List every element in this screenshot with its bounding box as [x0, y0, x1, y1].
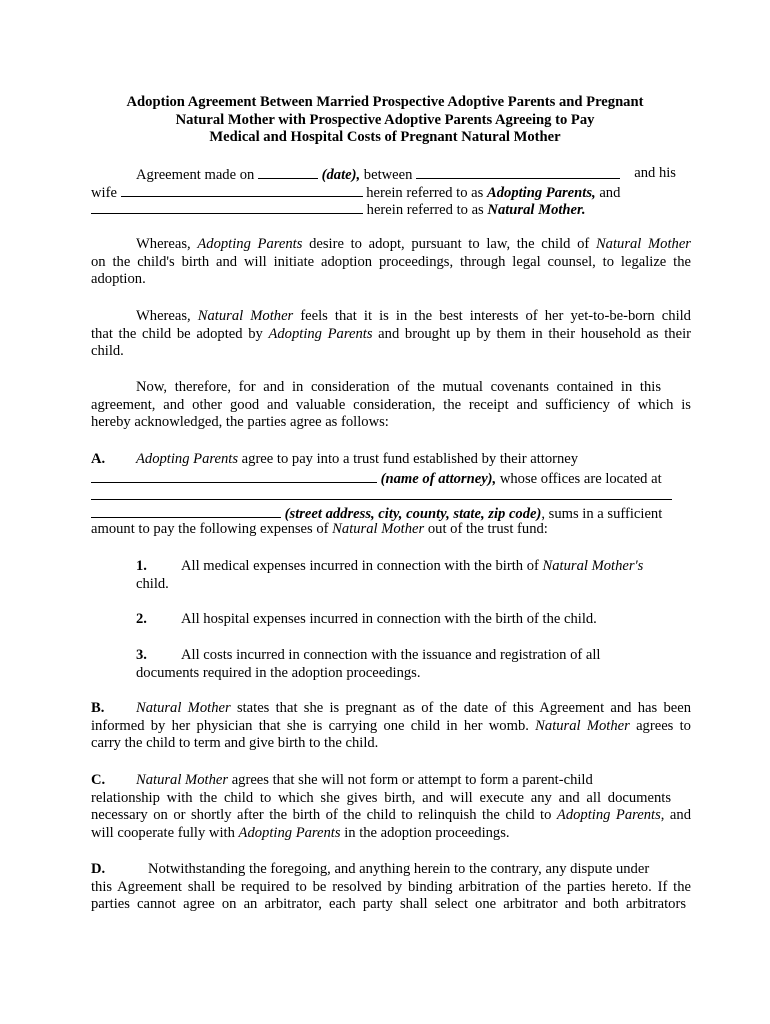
address-continued-blank[interactable]	[91, 504, 281, 518]
date-blank[interactable]	[258, 165, 318, 179]
section-c-label: C.	[91, 772, 106, 788]
whereas-paragraph-1: Whereas, Adopting Parents desire to adopt, pursuant to law, the child of Natural Mother on the child's birth and will initiate adoption proceedings, through legal counsel, to legalize the adoption.	[91, 236, 691, 288]
section-b: B. Natural Mother states that she is pregnant as of the date of this Agreement and has been informed by her physician that she is carrying one child in her womb. Natural Mother agrees to carry the child to term and give birth to the child.	[91, 700, 692, 752]
title-line-3: Medical and Hospital Costs of Pregnant Natural Mother	[209, 129, 561, 145]
title-line-1: Adoption Agreement Between Married Prospective Adoptive Parents and Pregnant	[126, 94, 644, 110]
attorney-address-blank[interactable]	[91, 486, 672, 500]
now-therefore-paragraph: Now, therefore, for and in consideration of the mutual covenants contained in this agreement, and other good and valuable consideration, the receipt and sufficiency of which is hereby acknowledged, the parties agree as follows:	[91, 379, 691, 431]
section-d: D. Notwithstanding the foregoing, and anything herein to the contrary, any dispute under this Agreement shall be required to be resolved by binding arbitration of the parties hereto. If the parties cannot agree on an arbitrator, each party shall select one arbitrator and both arbitrators	[91, 861, 691, 913]
section-a-label: A.	[91, 451, 106, 467]
attorney-name-blank[interactable]	[91, 469, 377, 483]
husband-name-blank[interactable]	[416, 165, 620, 179]
expense-item-2: 2. All hospital expenses incurred in connection with the birth of the child.	[136, 611, 597, 627]
section-a: A. Adopting Parents agree to pay into a trust fund established by their attorney (name of attorney), whose offices are located at (street address, city, county, state, zip code), sums in a sufficient amount to pay the following expenses of Natural Mother out of the trust fund:	[91, 451, 691, 539]
expense-item-1: 1. All medical expenses incurred in connection with the birth of Natural Mother's child.	[136, 558, 644, 592]
section-b-label: B.	[91, 700, 105, 716]
section-d-label: D.	[91, 861, 106, 877]
expense-item-3: 3. All costs incurred in connection with the issuance and registration of all documents required in the adoption proceedings.	[136, 647, 601, 681]
intro-paragraph: Agreement made on (date), between and his wife herein referred to as Adopting Parents, and herein referred to as Natural Mother.	[91, 165, 676, 219]
wife-name-blank[interactable]	[121, 183, 363, 197]
document-title	[60, 94, 710, 147]
title-line-2: Natural Mother with Prospective Adoptive Parents Agreeing to Pay	[175, 111, 595, 128]
whereas-paragraph-2: Whereas, Natural Mother feels that it is in the best interests of her yet-to-be-born child that the child be adopted by Adopting Parents and brought up by them in their household as their child.	[91, 308, 691, 360]
section-c: C. Natural Mother agrees that she will not form or attempt to form a parent-child relationship with the child to which she gives birth, and will execute any and all documents necessary on or shortly after the birth of the child to relinquish the child to Adopting Parents, and will cooperate fully with Adopting Parents in the adoption proceedings.	[91, 772, 692, 841]
natural-mother-name-blank[interactable]	[91, 200, 363, 214]
